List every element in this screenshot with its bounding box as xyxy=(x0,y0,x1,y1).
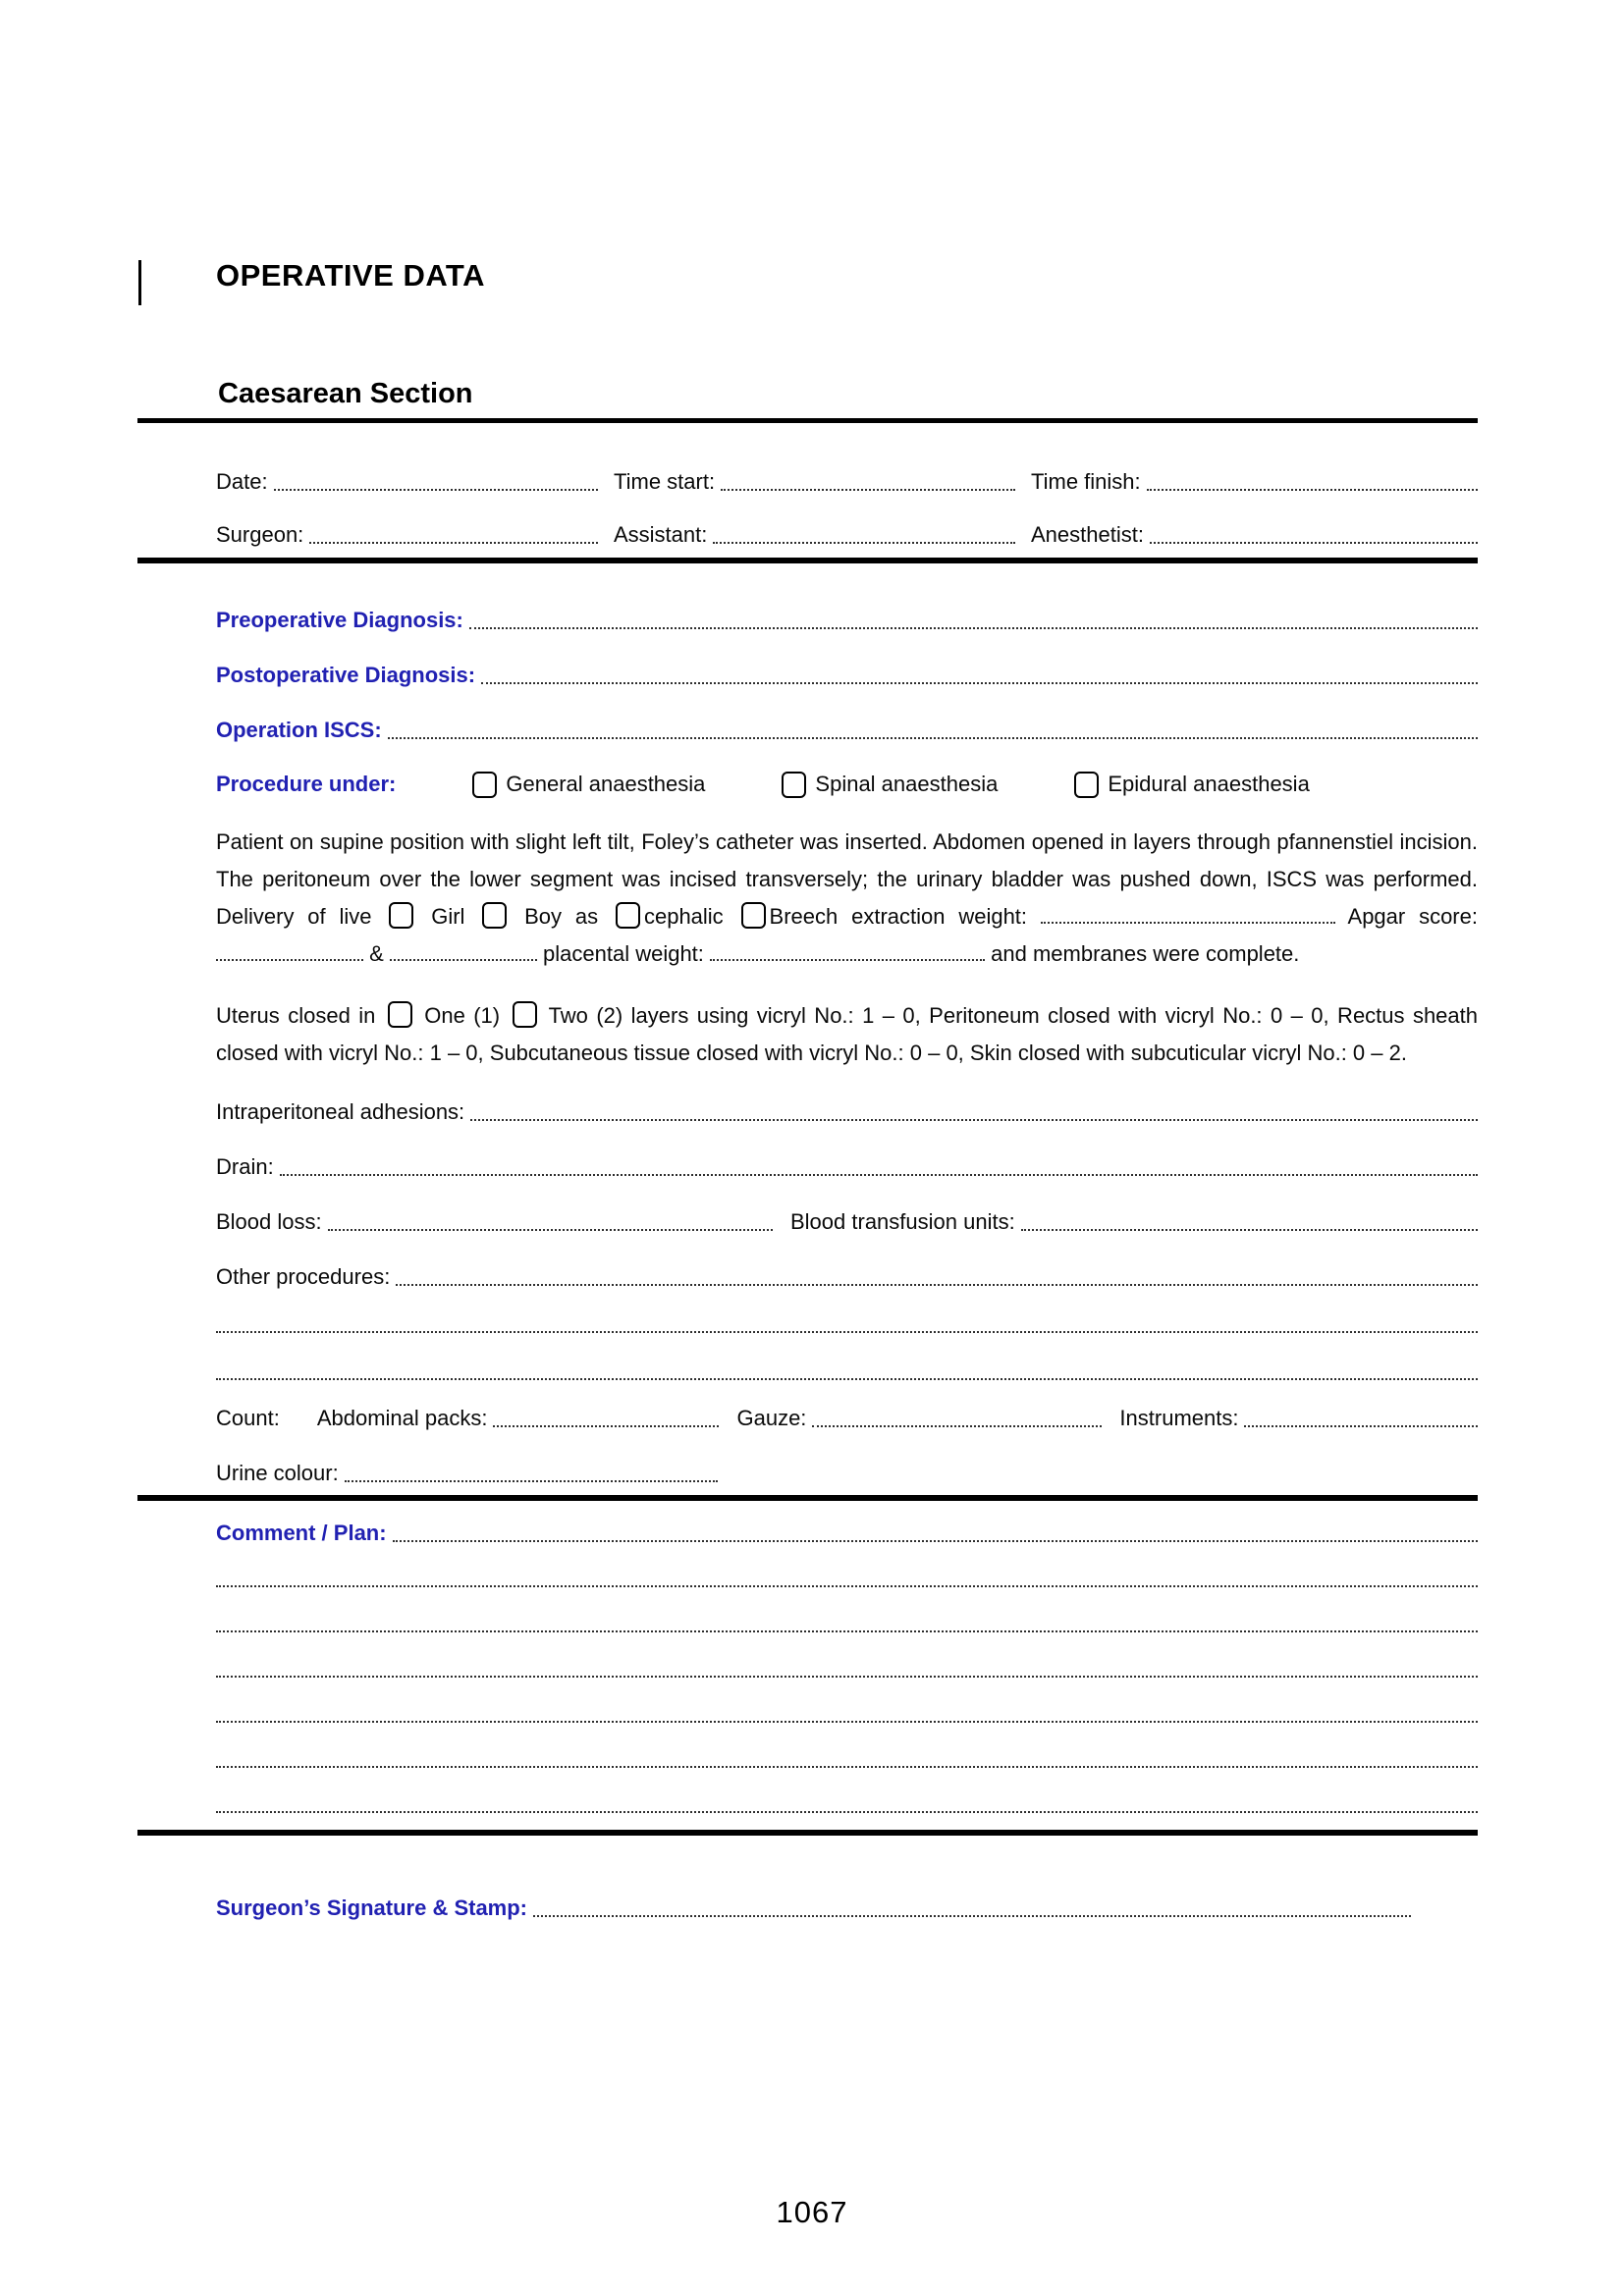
other-procedures-field xyxy=(216,1263,1478,1290)
anesthetist-label: Anesthetist: xyxy=(1031,522,1144,547)
drain-label: Drain: xyxy=(216,1154,274,1179)
section-title: Caesarean Section xyxy=(218,378,473,409)
spinal-anaesthesia-checkbox[interactable] xyxy=(782,772,806,798)
dotted-fill-in[interactable] xyxy=(710,940,985,961)
comment-fill-line[interactable] xyxy=(216,1676,1478,1678)
anesthetist-fill-line[interactable] xyxy=(1150,542,1478,544)
staff-row xyxy=(216,521,1478,548)
comment-plan-fill-line[interactable] xyxy=(393,1540,1478,1542)
abdominal-packs-label: Abdominal packs: xyxy=(316,1406,488,1430)
other-procedures-label: Other procedures: xyxy=(216,1264,391,1289)
preoperative-diagnosis-fill-line[interactable] xyxy=(469,627,1478,629)
general-anaesthesia-option xyxy=(472,772,705,798)
date-field xyxy=(216,468,614,495)
continuation-fill-line[interactable] xyxy=(216,1331,1478,1333)
blood-transfusion-units-field xyxy=(790,1208,1478,1235)
epidural-anaesthesia-option xyxy=(1074,772,1309,798)
comment-line xyxy=(216,1700,1478,1727)
blood-transfusion-units-label: Blood transfusion units: xyxy=(790,1209,1015,1234)
drain-field xyxy=(216,1153,1478,1180)
time-finish-label: Time finish: xyxy=(1031,469,1141,494)
comment-fill-line[interactable] xyxy=(216,1766,1478,1768)
date-fill-line[interactable] xyxy=(274,489,598,491)
preoperative-diagnosis-field xyxy=(216,607,1478,633)
postoperative-diagnosis-field xyxy=(216,662,1478,688)
surgeon-label: Surgeon: xyxy=(216,522,304,547)
surgeon-fill-line[interactable] xyxy=(309,542,598,544)
surgeon-signature-fill-line[interactable] xyxy=(533,1915,1411,1917)
assistant-label: Assistant: xyxy=(614,522,708,547)
comment-fill-line[interactable] xyxy=(216,1811,1478,1813)
general-anaesthesia-checkbox[interactable] xyxy=(472,772,497,798)
other-procedures-continuation-line xyxy=(216,1358,1478,1384)
spinal-anaesthesia-option xyxy=(782,772,998,798)
section-divider xyxy=(137,1830,1478,1836)
time-start-label: Time start: xyxy=(614,469,716,494)
blood-transfusion-units-fill-line[interactable] xyxy=(1021,1229,1478,1231)
comment-line xyxy=(216,1565,1478,1591)
two-layers-checkbox[interactable] xyxy=(513,1001,537,1028)
comment-plan-field xyxy=(216,1520,1478,1546)
procedure-under-label: Procedure under: xyxy=(216,772,397,796)
page-title: OPERATIVE DATA xyxy=(216,258,485,293)
datetime-row xyxy=(216,468,1478,495)
postoperative-diagnosis-label: Postoperative Diagnosis: xyxy=(216,663,476,687)
blood-loss-label: Blood loss: xyxy=(216,1209,322,1234)
other-procedures-fill-line[interactable] xyxy=(396,1284,1478,1286)
blood-row xyxy=(216,1208,1478,1235)
section-divider xyxy=(137,1495,1478,1501)
comment-line xyxy=(216,1655,1478,1682)
operation-iscs-label: Operation ISCS: xyxy=(216,718,382,742)
anesthetist-field xyxy=(1031,521,1478,548)
closure-narrative-paragraph: Uterus closed in One (1) Two (2) layers using vicryl No.: 1 – 0, Peritoneum closed with vicryl No.: 0 – 0, Rectus sheath closed with vicryl No.: 1 – 0, Subcutaneous tissue closed with vicryl No.: 0 – 0, Skin closed with subcuticular vicryl No.: 0 – 2. xyxy=(216,1003,1479,1065)
comment-fill-line[interactable] xyxy=(216,1630,1478,1632)
surgeon-signature-field xyxy=(216,1895,1478,1921)
surgeon-field xyxy=(216,521,614,548)
blood-loss-fill-line[interactable] xyxy=(328,1229,773,1231)
margin-change-bar xyxy=(138,260,141,305)
intraperitoneal-adhesions-label: Intraperitoneal adhesions: xyxy=(216,1099,465,1124)
gauze-label: Gauze: xyxy=(736,1406,807,1430)
assistant-field xyxy=(614,521,1031,548)
gauze-fill-line[interactable] xyxy=(812,1425,1102,1427)
assistant-fill-line[interactable] xyxy=(713,542,1015,544)
comment-line xyxy=(216,1790,1478,1817)
instruments-fill-line[interactable] xyxy=(1244,1425,1478,1427)
time-finish-fill-line[interactable] xyxy=(1147,489,1478,491)
spinal-anaesthesia-label: Spinal anaesthesia xyxy=(815,772,999,796)
dotted-fill-in[interactable] xyxy=(1041,903,1335,924)
breech-checkbox[interactable] xyxy=(741,902,766,929)
urine-colour-fill-line[interactable] xyxy=(345,1480,718,1482)
epidural-anaesthesia-label: Epidural anaesthesia xyxy=(1108,772,1310,796)
cephalic-checkbox[interactable] xyxy=(616,902,640,929)
date-label: Date: xyxy=(216,469,268,494)
procedure-under-row xyxy=(216,770,1478,799)
comment-fill-line[interactable] xyxy=(216,1585,1478,1587)
comment-fill-line[interactable] xyxy=(216,1721,1478,1723)
drain-fill-line[interactable] xyxy=(280,1174,1478,1176)
form-content xyxy=(137,0,1478,1921)
preoperative-diagnosis-label: Preoperative Diagnosis: xyxy=(216,608,463,632)
abdominal-packs-fill-line[interactable] xyxy=(493,1425,719,1427)
other-procedures-continuation-line xyxy=(216,1310,1478,1337)
time-start-fill-line[interactable] xyxy=(721,489,1015,491)
dotted-fill-in[interactable] xyxy=(216,940,363,961)
blood-loss-field xyxy=(216,1208,790,1235)
epidural-anaesthesia-checkbox[interactable] xyxy=(1074,772,1099,798)
comment-plan-label: Comment / Plan: xyxy=(216,1521,387,1545)
girl-checkbox[interactable] xyxy=(389,902,413,929)
count-label: Count: xyxy=(216,1406,280,1430)
urine-colour-field xyxy=(216,1460,1478,1486)
section-divider xyxy=(137,558,1478,563)
comment-line xyxy=(216,1610,1478,1636)
postoperative-diagnosis-fill-line[interactable] xyxy=(481,682,1478,684)
intraperitoneal-adhesions-fill-line[interactable] xyxy=(470,1119,1478,1121)
boy-checkbox[interactable] xyxy=(482,902,507,929)
urine-colour-label: Urine colour: xyxy=(216,1461,339,1485)
surgeon-signature-label: Surgeon’s Signature & Stamp: xyxy=(216,1896,528,1920)
one-layer-checkbox[interactable] xyxy=(388,1001,412,1028)
delivery-narrative-paragraph: Patient on supine position with slight left tilt, Foley’s catheter was inserted. Abdomen opened in layers through pfannenstiel incision. The peritoneum over the lower segment was incised transversely; the urinary bladder was pushed down, ISCS was performed. Delivery of live Girl Boy as cephalic Breech extraction weight: Apgar score: & placental weight: and membranes were complete. xyxy=(216,829,1478,966)
continuation-fill-line[interactable] xyxy=(216,1378,1478,1380)
intraperitoneal-adhesions-field xyxy=(216,1098,1478,1125)
section-header xyxy=(137,378,1478,423)
instruments-label: Instruments: xyxy=(1119,1406,1239,1430)
operation-iscs-fill-line[interactable] xyxy=(388,737,1478,739)
time-finish-field xyxy=(1031,468,1478,495)
page-number: 1067 xyxy=(776,2195,848,2229)
comment-line xyxy=(216,1745,1478,1772)
count-row xyxy=(216,1405,1478,1431)
dotted-fill-in[interactable] xyxy=(390,940,537,961)
time-start-field xyxy=(614,468,1031,495)
operation-iscs-field xyxy=(216,717,1478,743)
general-anaesthesia-label: General anaesthesia xyxy=(506,772,706,796)
page-header xyxy=(137,258,1478,294)
